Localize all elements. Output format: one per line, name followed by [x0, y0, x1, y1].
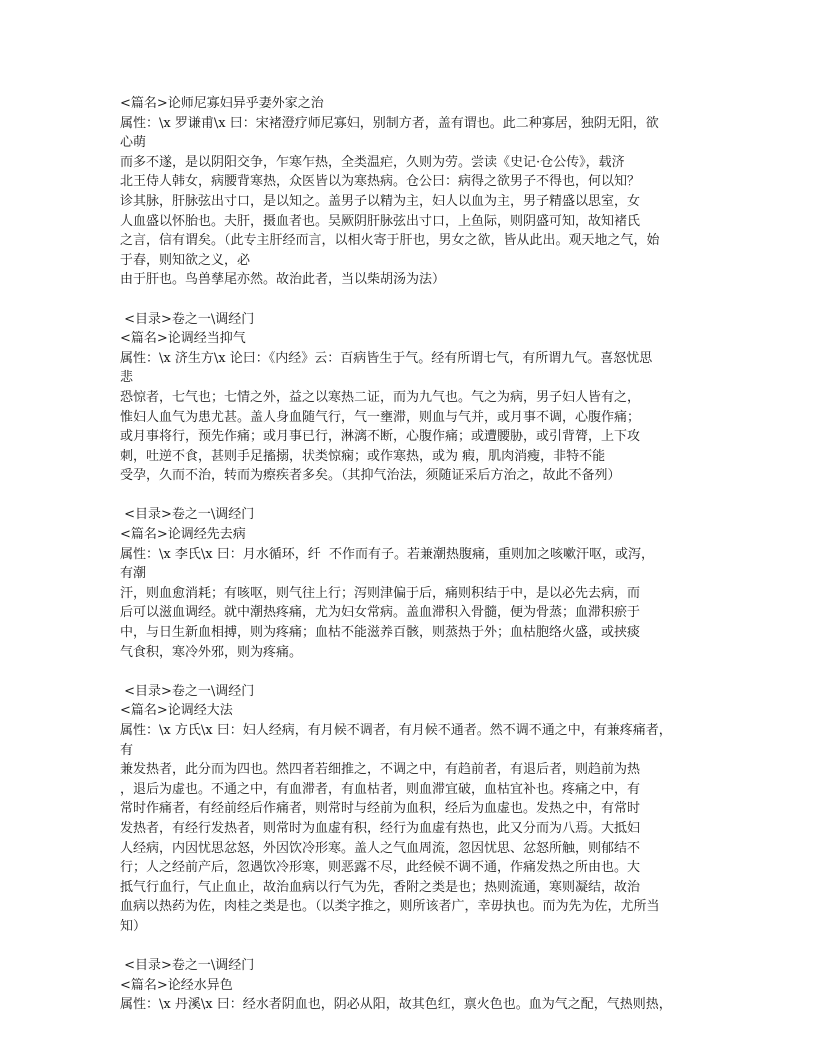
text-line: 行；人之经前产后，忽遇饮冷形寒，则恶露不尽，此经候不调不通，作痛发热之所由也。大	[120, 860, 641, 876]
text-line: 之言，信有谓矣。（此专主肝经而言，以相火寄于肝也，男女之欲，皆从此出。观天地之气，始	[120, 233, 660, 249]
text-line: 有	[120, 742, 134, 758]
section-tiaojing-yiqi	[120, 310, 700, 486]
section-gap	[120, 486, 700, 506]
chapter-title: <篇名>论调经大法	[120, 703, 233, 719]
catalog-heading: <目录>卷之一\调经门	[120, 507, 255, 523]
text-line: 后可以滋血调经。就中潮热疼痛，尤为妇女常病。盖血滞积入骨髓，便为骨蒸；血滞积瘀于	[120, 605, 641, 621]
text-line: 发热者，有经行发热者，则常时为血虚有积，经行为血虚有热也，此又分而为八焉。大抵妇	[120, 820, 641, 836]
section-tiaojing-dafa	[120, 682, 700, 937]
text-line: 心萌	[120, 135, 147, 151]
text-line: 人血盛以怀胎也。夫肝，摄血者也。吴厥阴肝脉弦出寸口，上鱼际，则阴盛可知，故知褚氏	[120, 213, 641, 229]
section-shini-guafu	[120, 94, 700, 290]
text-line: 中，与日生新血相搏，则为疼痛；血枯不能滋养百骸，则蒸热于外；血枯胞络火盛，或挟痰	[120, 625, 641, 641]
text-line: 或月事将行，预先作痛；或月事已行，淋漓不断，心腹作痛；或遭腰胁，或引背膂，上下攻	[120, 429, 641, 445]
section-gap	[120, 290, 700, 310]
text-line: 刺，吐逆不食，甚则手足搐搦，状类惊痫；或作寒热，或为 瘕，肌肉消瘦，非特不能	[120, 448, 606, 464]
chapter-title: <篇名>论调经当抑气	[120, 331, 246, 347]
section-gap	[120, 937, 700, 957]
text-line: 汗，则血愈消耗；有咳呕，则气往上行；泻则津偏于后，痛则积结于中，是以必先去病，而	[120, 585, 641, 601]
text-line: 于春，则知欲之义，必	[120, 252, 251, 268]
text-line: 血病以热药为佐，肉桂之类是也。（以类字推之，则所该者广，幸毋执也。而为先为佐，尤所当	[120, 899, 660, 915]
chapter-title: <篇名>论调经先去病	[120, 527, 246, 543]
section-tiaojing-qubing	[120, 505, 700, 662]
text-line: 气食积，寒冷外邪，则为疼痛。	[120, 644, 303, 660]
text-line: 北王侍人韩女，病腰背寒热，众医皆以为寒热病。仓公曰：病得之欲男子不得也，何以知？	[120, 174, 641, 190]
text-line: 属性：\x 方氏\x 曰：妇人经病，有月候不调者，有月候不通者。然不调不通之中，有兼疼痛者，	[120, 723, 672, 738]
catalog-heading: <目录>卷之一\调经门	[120, 311, 255, 327]
chapter-title: <篇名>论师尼寡妇异乎妻外家之治	[120, 96, 324, 111]
text-line: 属性：\x 丹溪\x 曰：经水者阴血也，阴必从阳，故其色红，禀火色也。血为气之配，气热则热，	[120, 997, 672, 1013]
section-gap	[120, 662, 700, 682]
text-line: 悲	[120, 370, 134, 386]
text-line: 恐惊者，七气也；七情之外，益之以寒热二证，而为九气也。气之为病，男子妇人皆有之，	[120, 389, 641, 405]
text-line: 人经病，内因忧思忿怒，外因饮冷形寒。盖人之气血周流，忽因忧思、忿怒所触，则郁结不	[120, 840, 641, 856]
text-line: 抵气行血行，气止血止，故治血病以行气为先，香附之类是也；热则流通，寒则凝结，故治	[120, 879, 641, 895]
section-jingshui-yise	[120, 956, 700, 1015]
text-line: 知）	[120, 918, 147, 934]
text-line: ，退后为虚也。不通之中，有血滞者，有血枯者，则血滞宜破，血枯宜补也。疼痛之中，有	[120, 781, 641, 797]
text-line: 有潮	[120, 566, 147, 582]
text-line: 属性：\x 李氏\x 曰：月水循环，纤 不作而有子。若兼潮热腹痛，重则加之咳嗽汗呕，或泻，	[120, 546, 654, 562]
text-line: 诊其脉，肝脉弦出寸口，是以知之。盖男子以精为主，妇人以血为主，男子精盛以思室，女	[120, 193, 641, 209]
text-line: 而多不遂，是以阴阳交争，乍寒乍热，全类温疟，久则为劳。尝读《史记·仓公传》，载济	[120, 154, 625, 170]
text-line: 受孕，久而不治，转而为瘵疾者多矣。（其抑气治法，须随证采后方治之，故此不备列）	[120, 468, 621, 484]
text-line: 兼发热者，此分而为四也。然四者若细推之，不调之中，有趋前者，有退后者，则趋前为热	[120, 762, 641, 778]
document-page	[120, 94, 700, 1015]
text-line: 惟妇人血气为患尤甚。盖人身血随气行，气一壅滞，则血与气并，或月事不调，心腹作痛；	[120, 409, 641, 425]
text-line: 属性：\x 济生方\x 论曰：《内经》云：百病皆生于气。经有所谓七气，有所谓九气。喜怒忧思	[120, 350, 653, 366]
text-line: 常时作痛者，有经前经后作痛者，则常时与经前为血积，经后为血虚也。发热之中，有常时	[120, 801, 641, 817]
catalog-heading: <目录>卷之一\调经门	[120, 958, 255, 974]
catalog-heading: <目录>卷之一\调经门	[120, 683, 255, 699]
text-line: 属性：\x 罗谦甫\x 曰：宋褚澄疗师尼寡妇，别制方者，盖有谓也。此二种寡居，独阴无阳，欲	[120, 115, 659, 131]
chapter-title: <篇名>论经水异色	[120, 977, 233, 993]
text-line: 由于肝也。鸟兽孳尾亦然。故治此者，当以柴胡汤为法）	[120, 272, 446, 288]
